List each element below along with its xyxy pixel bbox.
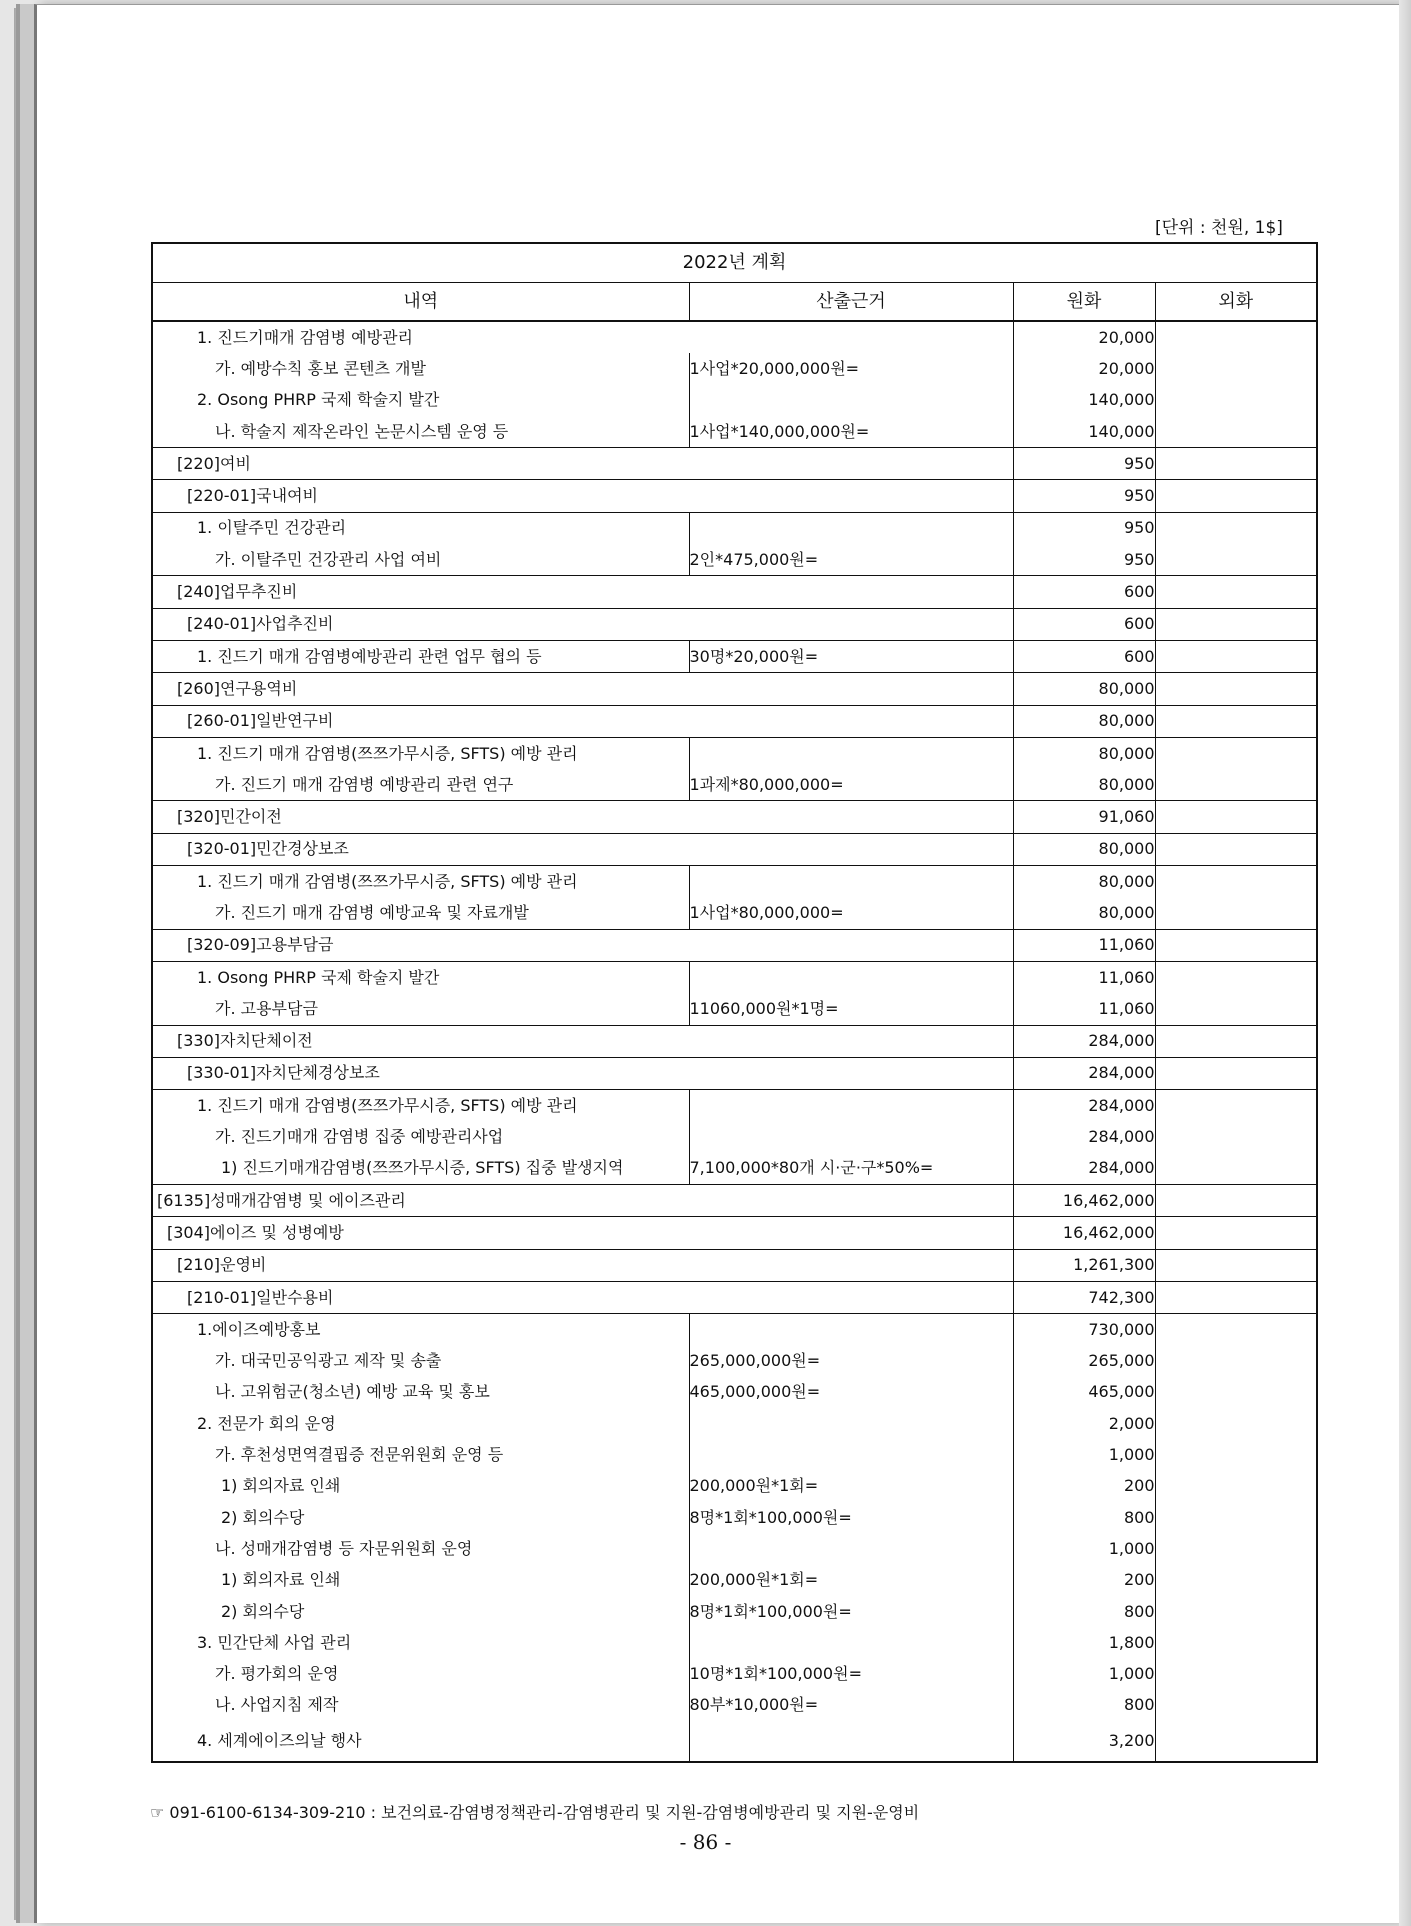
cell-description: [260]연구용역비 — [152, 673, 1013, 705]
cell-foreign — [1155, 1090, 1317, 1122]
cell-foreign — [1155, 1057, 1317, 1089]
cell-krw: 600 — [1013, 640, 1155, 672]
cell-basis: 10명*1회*100,000원= — [689, 1658, 1013, 1689]
cell-krw: 800 — [1013, 1596, 1155, 1627]
cell-description: 2. Osong PHRP 국제 학술지 발간 — [152, 385, 689, 416]
cell-foreign — [1155, 416, 1317, 448]
table-row — [152, 1025, 1317, 1057]
table-row — [152, 1281, 1317, 1313]
cell-foreign — [1155, 544, 1317, 576]
cell-foreign — [1155, 769, 1317, 801]
header-krw: 원화 — [1013, 283, 1155, 322]
cell-foreign — [1155, 1025, 1317, 1057]
table-row — [152, 673, 1317, 705]
cell-krw: 140,000 — [1013, 416, 1155, 448]
table-row — [152, 705, 1317, 737]
cell-krw: 1,261,300 — [1013, 1249, 1155, 1281]
table-row — [152, 897, 1317, 929]
cell-basis: 265,000,000원= — [689, 1346, 1013, 1377]
table-row — [152, 1249, 1317, 1281]
table-row — [152, 448, 1317, 480]
table-row — [152, 1217, 1317, 1249]
cell-basis: 11060,000원*1명= — [689, 993, 1013, 1025]
cell-foreign — [1155, 1690, 1317, 1721]
cell-krw: 1,800 — [1013, 1627, 1155, 1658]
cell-krw: 140,000 — [1013, 385, 1155, 416]
cell-foreign — [1155, 737, 1317, 769]
cell-description: 가. 평가회의 운영 — [152, 1658, 689, 1689]
cell-description: 1. 진드기매개 감염병 예방관리 — [152, 321, 1013, 353]
table-row — [152, 801, 1317, 833]
cell-description: 1.에이즈예방홍보 — [152, 1314, 689, 1346]
cell-krw: 600 — [1013, 576, 1155, 608]
cell-basis: 1사업*140,000,000원= — [689, 416, 1013, 448]
cell-basis — [689, 1533, 1013, 1564]
cell-basis: 2인*475,000원= — [689, 544, 1013, 576]
cell-foreign — [1155, 929, 1317, 961]
cell-basis — [689, 1090, 1013, 1122]
cell-foreign — [1155, 801, 1317, 833]
cell-krw: 80,000 — [1013, 737, 1155, 769]
cell-basis: 465,000,000원= — [689, 1377, 1013, 1408]
cell-description: 나. 성매개감염병 등 자문위원회 운영 — [152, 1533, 689, 1564]
cell-foreign — [1155, 480, 1317, 512]
page-edge-shadow — [1399, 0, 1411, 1926]
cell-krw: 80,000 — [1013, 866, 1155, 898]
cell-krw: 950 — [1013, 544, 1155, 576]
cell-description: [320-09]고용부담금 — [152, 929, 1013, 961]
cell-basis — [689, 961, 1013, 993]
cell-krw: 950 — [1013, 480, 1155, 512]
cell-foreign — [1155, 385, 1317, 416]
table-row — [152, 1658, 1317, 1689]
table-row — [152, 1596, 1317, 1627]
table-row — [152, 961, 1317, 993]
table-row — [152, 321, 1317, 353]
cell-foreign — [1155, 1121, 1317, 1152]
cell-basis — [689, 866, 1013, 898]
cell-description: 가. 예방수칙 홍보 콘텐츠 개발 — [152, 353, 689, 384]
cell-krw: 16,462,000 — [1013, 1185, 1155, 1217]
cell-foreign — [1155, 897, 1317, 929]
cell-description: 나. 고위험군(청소년) 예방 교육 및 홍보 — [152, 1377, 689, 1408]
cell-description: 가. 이탈주민 건강관리 사업 여비 — [152, 544, 689, 576]
cell-description: 1. 진드기 매개 감염병(쯔쯔가무시증, SFTS) 예방 관리 — [152, 737, 689, 769]
cell-foreign — [1155, 1346, 1317, 1377]
cell-description: [220-01]국내여비 — [152, 480, 1013, 512]
cell-foreign — [1155, 1721, 1317, 1762]
cell-foreign — [1155, 1596, 1317, 1627]
cell-description: 가. 진드기 매개 감염병 예방교육 및 자료개발 — [152, 897, 689, 929]
table-title: 2022년 계획 — [152, 243, 1317, 283]
cell-foreign — [1155, 576, 1317, 608]
header-description: 내역 — [152, 283, 689, 322]
cell-description: [240-01]사업추진비 — [152, 608, 1013, 640]
cell-description: 1. 진드기 매개 감염병(쯔쯔가무시증, SFTS) 예방 관리 — [152, 1090, 689, 1122]
cell-description: 2. 전문가 회의 운영 — [152, 1408, 689, 1439]
cell-description: [320-01]민간경상보조 — [152, 833, 1013, 865]
cell-basis — [689, 1408, 1013, 1439]
cell-krw: 11,060 — [1013, 993, 1155, 1025]
cell-krw: 3,200 — [1013, 1721, 1155, 1762]
cell-foreign — [1155, 961, 1317, 993]
cell-description: 가. 고용부담금 — [152, 993, 689, 1025]
cell-basis: 200,000원*1회= — [689, 1471, 1013, 1502]
cell-basis — [689, 1721, 1013, 1762]
cell-description: 나. 학술지 제작온라인 논문시스템 운영 등 — [152, 416, 689, 448]
cell-krw: 16,462,000 — [1013, 1217, 1155, 1249]
table-row — [152, 353, 1317, 384]
cell-foreign — [1155, 866, 1317, 898]
table-row — [152, 769, 1317, 801]
budget-table — [151, 242, 1318, 1763]
cell-description: 1) 회의자료 인쇄 — [152, 1471, 689, 1502]
cell-krw: 200 — [1013, 1565, 1155, 1596]
cell-description: 2) 회의수당 — [152, 1502, 689, 1533]
cell-krw: 265,000 — [1013, 1346, 1155, 1377]
header-foreign: 외화 — [1155, 283, 1317, 322]
table-row — [152, 1408, 1317, 1439]
cell-basis — [689, 385, 1013, 416]
cell-krw: 11,060 — [1013, 961, 1155, 993]
cell-krw: 2,000 — [1013, 1408, 1155, 1439]
table-row — [152, 1057, 1317, 1089]
table-row — [152, 1314, 1317, 1346]
cell-krw: 950 — [1013, 512, 1155, 544]
cell-foreign — [1155, 1565, 1317, 1596]
table-row — [152, 1471, 1317, 1502]
cell-foreign — [1155, 1185, 1317, 1217]
cell-basis — [689, 737, 1013, 769]
cell-krw: 800 — [1013, 1690, 1155, 1721]
cell-krw: 11,060 — [1013, 929, 1155, 961]
table-row — [152, 866, 1317, 898]
table-row — [152, 1377, 1317, 1408]
cell-foreign — [1155, 833, 1317, 865]
table-row — [152, 1090, 1317, 1122]
cell-basis: 1과제*80,000,000= — [689, 769, 1013, 801]
cell-description: [220]여비 — [152, 448, 1013, 480]
cell-description: 1) 회의자료 인쇄 — [152, 1565, 689, 1596]
cell-basis — [689, 1314, 1013, 1346]
table-row — [152, 1721, 1317, 1762]
cell-description: 가. 대국민공익광고 제작 및 송출 — [152, 1346, 689, 1377]
cell-description: 1. 이탈주민 건강관리 — [152, 512, 689, 544]
cell-krw: 284,000 — [1013, 1153, 1155, 1185]
cell-basis: 80부*10,000원= — [689, 1690, 1013, 1721]
cell-foreign — [1155, 1249, 1317, 1281]
cell-description: 나. 사업지침 제작 — [152, 1690, 689, 1721]
cell-foreign — [1155, 1281, 1317, 1313]
cell-krw: 80,000 — [1013, 897, 1155, 929]
cell-description: [240]업무추진비 — [152, 576, 1013, 608]
header-basis: 산출근거 — [689, 283, 1013, 322]
table-row — [152, 1121, 1317, 1152]
cell-basis — [689, 512, 1013, 544]
table-row — [152, 1185, 1317, 1217]
cell-krw: 284,000 — [1013, 1090, 1155, 1122]
cell-foreign — [1155, 321, 1317, 353]
cell-foreign — [1155, 673, 1317, 705]
table-row — [152, 544, 1317, 576]
cell-foreign — [1155, 1533, 1317, 1564]
cell-krw: 284,000 — [1013, 1057, 1155, 1089]
cell-description: 1. 진드기 매개 감염병예방관리 관련 업무 협의 등 — [152, 640, 689, 672]
cell-description: 가. 진드기매개 감염병 집중 예방관리사업 — [152, 1121, 689, 1152]
cell-basis: 8명*1회*100,000원= — [689, 1596, 1013, 1627]
table-row — [152, 1153, 1317, 1185]
table-row — [152, 385, 1317, 416]
cell-krw: 465,000 — [1013, 1377, 1155, 1408]
cell-description: [210]운영비 — [152, 1249, 1013, 1281]
cell-foreign — [1155, 640, 1317, 672]
book-spine — [14, 8, 32, 1920]
cell-krw: 91,060 — [1013, 801, 1155, 833]
cell-foreign — [1155, 608, 1317, 640]
cell-description: 가. 후천성면역결핍증 전문위원회 운영 등 — [152, 1439, 689, 1470]
table-row — [152, 640, 1317, 672]
cell-krw: 742,300 — [1013, 1281, 1155, 1313]
cell-krw: 20,000 — [1013, 321, 1155, 353]
cell-description: [330-01]자치단체경상보조 — [152, 1057, 1013, 1089]
cell-krw: 1,000 — [1013, 1658, 1155, 1689]
cell-foreign — [1155, 1217, 1317, 1249]
cell-description: [304]에이즈 및 성병예방 — [152, 1217, 1013, 1249]
cell-foreign — [1155, 448, 1317, 480]
cell-foreign — [1155, 512, 1317, 544]
table-row — [152, 1502, 1317, 1533]
table-row — [152, 833, 1317, 865]
cell-basis: 1사업*80,000,000= — [689, 897, 1013, 929]
table-row — [152, 993, 1317, 1025]
table-row — [152, 929, 1317, 961]
table-body — [152, 321, 1317, 1762]
cell-description: [320]민간이전 — [152, 801, 1013, 833]
cell-description: [210-01]일반수용비 — [152, 1281, 1013, 1313]
unit-note: [단위 : 천원, 1$] — [1155, 218, 1283, 238]
table-row — [152, 737, 1317, 769]
cell-foreign — [1155, 705, 1317, 737]
cell-foreign — [1155, 1658, 1317, 1689]
cell-krw: 950 — [1013, 448, 1155, 480]
table-row — [152, 1627, 1317, 1658]
cell-description: [260-01]일반연구비 — [152, 705, 1013, 737]
cell-foreign — [1155, 353, 1317, 384]
cell-description: 2) 회의수당 — [152, 1596, 689, 1627]
footnote: ☞ 091-6100-6134-309-210 : 보건의료-감염병정책관리-감염병관리 및 지원-감염병예방관리 및 지원-운영비 — [150, 1803, 920, 1822]
cell-description: [6135]성매개감염병 및 에이즈관리 — [152, 1185, 1013, 1217]
cell-foreign — [1155, 1502, 1317, 1533]
cell-foreign — [1155, 993, 1317, 1025]
table-row — [152, 1346, 1317, 1377]
cell-foreign — [1155, 1439, 1317, 1470]
cell-basis: 1사업*20,000,000원= — [689, 353, 1013, 384]
cell-foreign — [1155, 1377, 1317, 1408]
cell-basis — [689, 1627, 1013, 1658]
table-row — [152, 480, 1317, 512]
cell-krw: 600 — [1013, 608, 1155, 640]
table-row — [152, 608, 1317, 640]
cell-description: [330]자치단체이전 — [152, 1025, 1013, 1057]
cell-basis — [689, 1439, 1013, 1470]
table-row — [152, 1439, 1317, 1470]
cell-krw: 284,000 — [1013, 1025, 1155, 1057]
cell-basis: 30명*20,000원= — [689, 640, 1013, 672]
cell-krw: 1,000 — [1013, 1439, 1155, 1470]
cell-krw: 80,000 — [1013, 705, 1155, 737]
cell-foreign — [1155, 1408, 1317, 1439]
cell-description: 3. 민간단체 사업 관리 — [152, 1627, 689, 1658]
cell-krw: 80,000 — [1013, 833, 1155, 865]
cell-description: 1. Osong PHRP 국제 학술지 발간 — [152, 961, 689, 993]
cell-krw: 284,000 — [1013, 1121, 1155, 1152]
cell-krw: 80,000 — [1013, 673, 1155, 705]
cell-description: 1) 진드기매개감염병(쯔쯔가무시증, SFTS) 집중 발생지역 — [152, 1153, 689, 1185]
table-row — [152, 416, 1317, 448]
cell-description: 1. 진드기 매개 감염병(쯔쯔가무시증, SFTS) 예방 관리 — [152, 866, 689, 898]
table-row — [152, 576, 1317, 608]
table-row — [152, 512, 1317, 544]
cell-foreign — [1155, 1314, 1317, 1346]
cell-krw: 800 — [1013, 1502, 1155, 1533]
cell-basis: 7,100,000*80개 시·군·구*50%= — [689, 1153, 1013, 1185]
cell-description: 4. 세계에이즈의날 행사 — [152, 1721, 689, 1762]
cell-krw: 730,000 — [1013, 1314, 1155, 1346]
cell-basis: 8명*1회*100,000원= — [689, 1502, 1013, 1533]
cell-foreign — [1155, 1153, 1317, 1185]
table-row — [152, 1690, 1317, 1721]
page-number: - 86 - — [679, 1830, 732, 1854]
cell-krw: 1,000 — [1013, 1533, 1155, 1564]
cell-foreign — [1155, 1627, 1317, 1658]
cell-foreign — [1155, 1471, 1317, 1502]
table-row — [152, 1533, 1317, 1564]
table-row — [152, 1565, 1317, 1596]
cell-krw: 20,000 — [1013, 353, 1155, 384]
cell-description: 가. 진드기 매개 감염병 예방관리 관련 연구 — [152, 769, 689, 801]
cell-basis — [689, 1121, 1013, 1152]
cell-krw: 80,000 — [1013, 769, 1155, 801]
cell-krw: 200 — [1013, 1471, 1155, 1502]
cell-basis: 200,000원*1회= — [689, 1565, 1013, 1596]
